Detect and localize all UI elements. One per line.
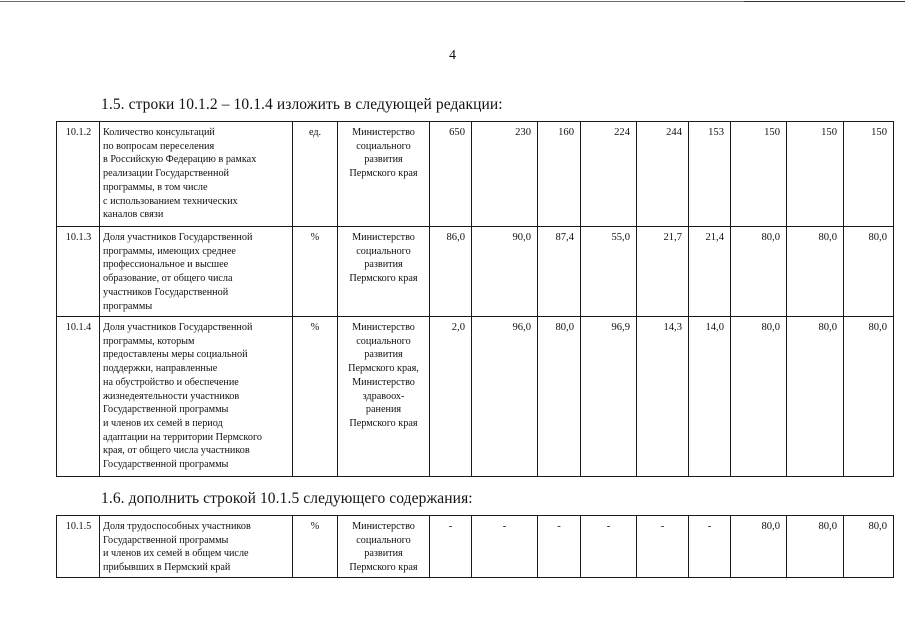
value-cell: 80,0 <box>731 516 787 578</box>
responsible-org: Министерство социального развития Пермского края, Министерство здравоох- ранения Пермского края <box>338 317 430 477</box>
value-cell: 80,0 <box>787 227 844 317</box>
value-cell: 224 <box>581 122 637 227</box>
value-cell: 96,0 <box>472 317 538 477</box>
value-cell: - <box>637 516 689 578</box>
table-row-10-1-5 <box>57 516 894 578</box>
value-cell: 230 <box>472 122 538 227</box>
section-heading-1-5: 1.5. строки 10.1.2 – 10.1.4 изложить в следующей редакции: <box>101 96 503 113</box>
value-cell: - <box>430 516 472 578</box>
value-cell: 14,3 <box>637 317 689 477</box>
responsible-org: Министерство социального развития Пермского края <box>338 227 430 317</box>
value-cell: 14,0 <box>689 317 731 477</box>
value-cell: 87,4 <box>538 227 581 317</box>
section-heading-1-6: 1.6. дополнить строкой 10.1.5 следующего содержания: <box>101 490 473 507</box>
row-code: 10.1.5 <box>57 516 100 578</box>
value-cell: 21,7 <box>637 227 689 317</box>
indicator-name: Доля участников Государственной программы, которым предоставлены меры социальной поддержки, направленные на обустройство и обеспечение жизнедеятельности участников Государственной программы и членов их семей в период адаптации на территории Пермского края, от общего числа участников Государственной программы <box>100 317 293 477</box>
value-cell: 86,0 <box>430 227 472 317</box>
value-cell: - <box>581 516 637 578</box>
row-code: 10.1.2 <box>57 122 100 227</box>
value-cell: 2,0 <box>430 317 472 477</box>
value-cell: 150 <box>731 122 787 227</box>
value-cell: 650 <box>430 122 472 227</box>
value-cell: 80,0 <box>844 317 894 477</box>
indicator-name: Доля участников Государственной программы, имеющих среднее профессиональное и высшее образование, от общего числа участников Государственной программы <box>100 227 293 317</box>
value-cell: 55,0 <box>581 227 637 317</box>
responsible-org: Министерство социального развития Пермского края <box>338 516 430 578</box>
indicator-name: Доля трудоспособных участников Государственной программы и членов их семей в общем числе прибывших в Пермский край <box>100 516 293 578</box>
row-code: 10.1.4 <box>57 317 100 477</box>
table-row-10-1-3 <box>57 227 894 317</box>
page-number: 4 <box>449 48 456 63</box>
value-cell: 90,0 <box>472 227 538 317</box>
value-cell: 80,0 <box>844 227 894 317</box>
value-cell: 160 <box>538 122 581 227</box>
row-code: 10.1.3 <box>57 227 100 317</box>
value-cell: 21,4 <box>689 227 731 317</box>
value-cell: 153 <box>689 122 731 227</box>
table-row-10-1-2 <box>57 122 894 227</box>
unit-cell: % <box>293 516 338 578</box>
value-cell: 80,0 <box>731 317 787 477</box>
value-cell: 80,0 <box>538 317 581 477</box>
indicators-table-10-1-2-to-10-1-4 <box>56 121 894 477</box>
value-cell: 80,0 <box>787 317 844 477</box>
value-cell: - <box>689 516 731 578</box>
value-cell: 150 <box>787 122 844 227</box>
value-cell: 96,9 <box>581 317 637 477</box>
value-cell: 244 <box>637 122 689 227</box>
indicators-table-10-1-5 <box>56 515 894 578</box>
responsible-org: Министерство социального развития Пермского края <box>338 122 430 227</box>
value-cell: - <box>472 516 538 578</box>
unit-cell: % <box>293 317 338 477</box>
value-cell: 80,0 <box>844 516 894 578</box>
value-cell: 80,0 <box>787 516 844 578</box>
table-row-10-1-4 <box>57 317 894 477</box>
value-cell: 80,0 <box>731 227 787 317</box>
value-cell: - <box>538 516 581 578</box>
value-cell: 150 <box>844 122 894 227</box>
scan-top-edge-dark <box>744 1 905 2</box>
indicator-name: Количество консультаций по вопросам переселения в Российскую Федерацию в рамках реализации Государственной программы, в том числе с использованием технических каналов связи <box>100 122 293 227</box>
unit-cell: ед. <box>293 122 338 227</box>
unit-cell: % <box>293 227 338 317</box>
